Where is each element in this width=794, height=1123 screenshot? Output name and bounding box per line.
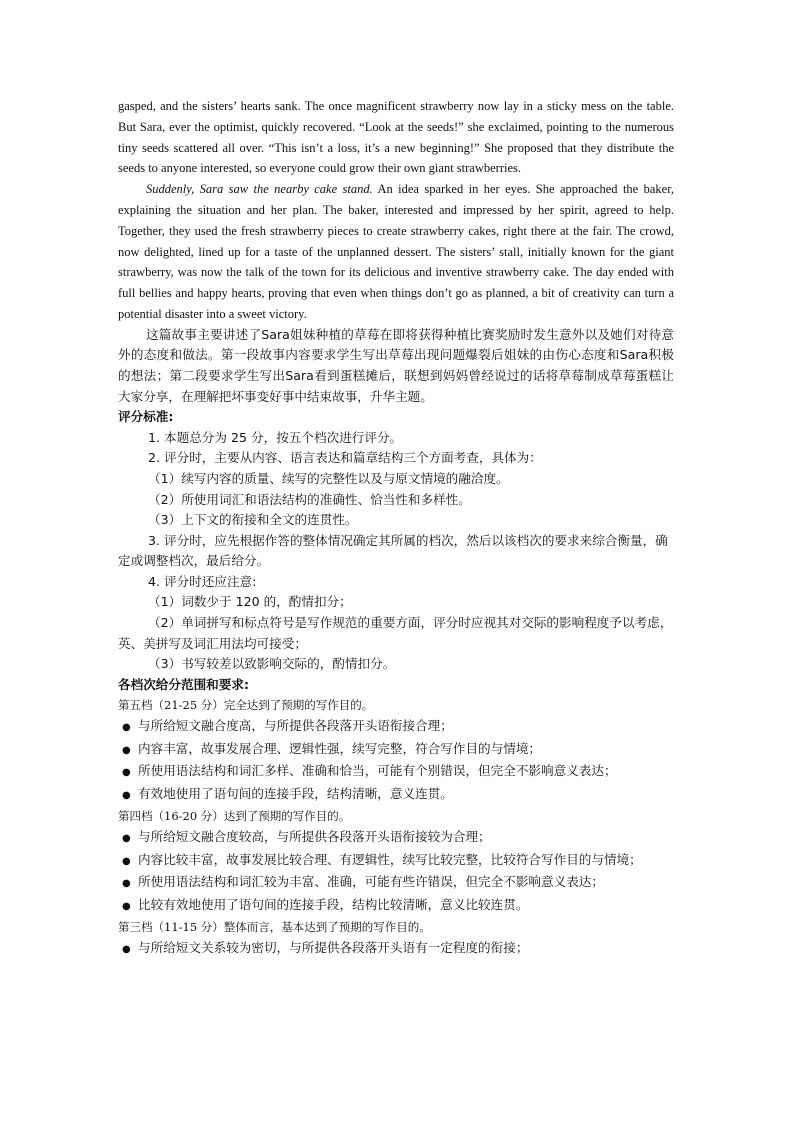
criteria-item-2: 2. 评分时，主要从内容、语言表达和篇章结构三个方面考查，具体为： xyxy=(148,450,542,466)
criteria-item-4-3: （3）书写较差以致影响交际的，酌情扣分。 xyxy=(148,656,396,672)
tier-4-bullet: ● 与所给短文融合度较高，与所提供各段落开头语衔接较为合理； xyxy=(118,827,674,850)
tier-5-bullet: ● 有效地使用了语句间的连接手段，结构清晰，意义连贯。 xyxy=(118,784,674,807)
tier-4-bullet: ● 内容比较丰富，故事发展比较合理、有逻辑性，续写比较完整，比较符合写作目的与情境； xyxy=(118,850,674,873)
tier-3-bullet: ● 与所给短文关系较为密切，与所提供各段落开头语有一定程度的衔接； xyxy=(118,938,674,961)
bullet-dot-icon: ● xyxy=(122,744,131,756)
bullet-dot-icon: ● xyxy=(122,878,131,890)
criteria-item-4-1: （1）词数少于 120 的，酌情扣分； xyxy=(148,594,352,610)
criteria-item-2-1: （1）续写内容的质量、续写的完整性以及与原文情境的融洽度。 xyxy=(148,470,509,486)
story-summary: 这篇故事主要讲述了Sara姐妹种植的草莓在即将获得种植比赛奖励时发生意外以及她们对待意外的态度和做法。第一段故事内容要求学生写出草莓出现问题爆裂后姐妹的由伤心态度和Sara积极的想法；第二段要求学生写出Sara看到蛋糕摊后，联想到妈妈曾经说过的话将草莓制成草莓蛋糕让大家分享，在理解把坏事变好事中结束故事，升华主题。 xyxy=(118,326,674,404)
criteria-item-4: 4. 评分时还应注意: xyxy=(148,573,257,589)
paragraph-opening-line: Suddenly, Sara saw the nearby cake stand. xyxy=(146,182,373,197)
bullet-dot-icon: ● xyxy=(122,767,131,779)
bullet-dot-icon: ● xyxy=(122,943,131,955)
tier-5-bullet: ● 与所给短文融合度高，与所提供各段落开头语衔接合理； xyxy=(118,716,674,739)
tier-4-heading: 第四档（16-20 分）达到了预期的写作目的。 xyxy=(118,809,351,824)
bullet-dot-icon: ● xyxy=(122,722,131,734)
criteria-item-2-2: （2）所使用词汇和语法结构的准确性、恰当性和多样性。 xyxy=(148,491,471,507)
bullet-dot-icon: ● xyxy=(122,789,131,801)
criteria-item-1: 1. 本题总分为 25 分，按五个档次进行评分。 xyxy=(148,429,403,445)
criteria-heading: 评分标准: xyxy=(118,409,174,425)
bullet-dot-icon: ● xyxy=(122,900,131,912)
tier-4-bullet: ● 所使用语法结构和词汇较为丰富、准确，可能有些许错误，但完全不影响意义表达； xyxy=(118,872,674,895)
bullet-dot-icon: ● xyxy=(122,833,131,845)
tier-5-bullet: ● 内容丰富，故事发展合理、逻辑性强，续写完整，符合写作目的与情境； xyxy=(118,739,674,762)
criteria-item-4-2: （2）单词拼写和标点符号是写作规范的重要方面，评分时应视其对交际的影响程度予以考虑，英、美拼写及词汇用法均可接受； xyxy=(118,615,673,651)
story-paragraph-2-body: An idea sparked in her eyes. She approached the baker, explaining the situation and her plan. The baker, interested and impressed by her spirit, agreed to help. Together, they used the fresh strawberry pieces to create strawberry cakes, right there at the fair. The crowd, now delighted, lined up for a taste of the unplanned dessert. The sisters’ stall, initially known for the giant strawberry, was now the talk of the town for its delicious and inventive strawberry cake. The day ended with full bellies and happy hearts, proving that even when things don’t go as planned, a bit of creativity can turn a potential disaster into a sweet victory. xyxy=(118,182,674,321)
document-page xyxy=(118,96,674,961)
tier-3-heading: 第三档（11-15 分）整体而言，基本达到了预期的写作目的。 xyxy=(118,920,431,935)
tier-5-heading: 第五档（21-25 分）完全达到了预期的写作目的。 xyxy=(118,698,374,713)
bullet-dot-icon: ● xyxy=(122,855,131,867)
tier-4-bullet: ● 比较有效地使用了语句间的连接手段，结构比较清晰，意义比较连贯。 xyxy=(118,895,674,918)
criteria-item-3: 3. 评分时，应先根据作答的整体情况确定其所属的档次，然后以该档次的要求来综合衡量，确定或调整档次，最后给分。 xyxy=(118,532,668,569)
story-paragraph-1: gasped, and the sisters’ hearts sank. The once magnificent strawberry now lay in a sticky mess on the table. But Sara, ever the optimist, quickly recovered. “Look at the seeds!” she exclaimed, pointing to the numerous tiny seeds scattered all over. “This isn’t a loss, it’s a new beginning!” She proposed that they distribute the seeds to anyone interested, so everyone could grow their own giant strawberries. xyxy=(118,99,674,176)
criteria-item-2-3: （3）上下文的衔接和全文的连贯性。 xyxy=(148,512,358,528)
story-paragraph-2 xyxy=(118,179,674,325)
bands-heading: 各档次给分范围和要求: xyxy=(118,676,249,692)
tier-5-bullet: ● 所使用语法结构和词汇多样、准确和恰当，可能有个别错误，但完全不影响意义表达； xyxy=(118,761,674,784)
